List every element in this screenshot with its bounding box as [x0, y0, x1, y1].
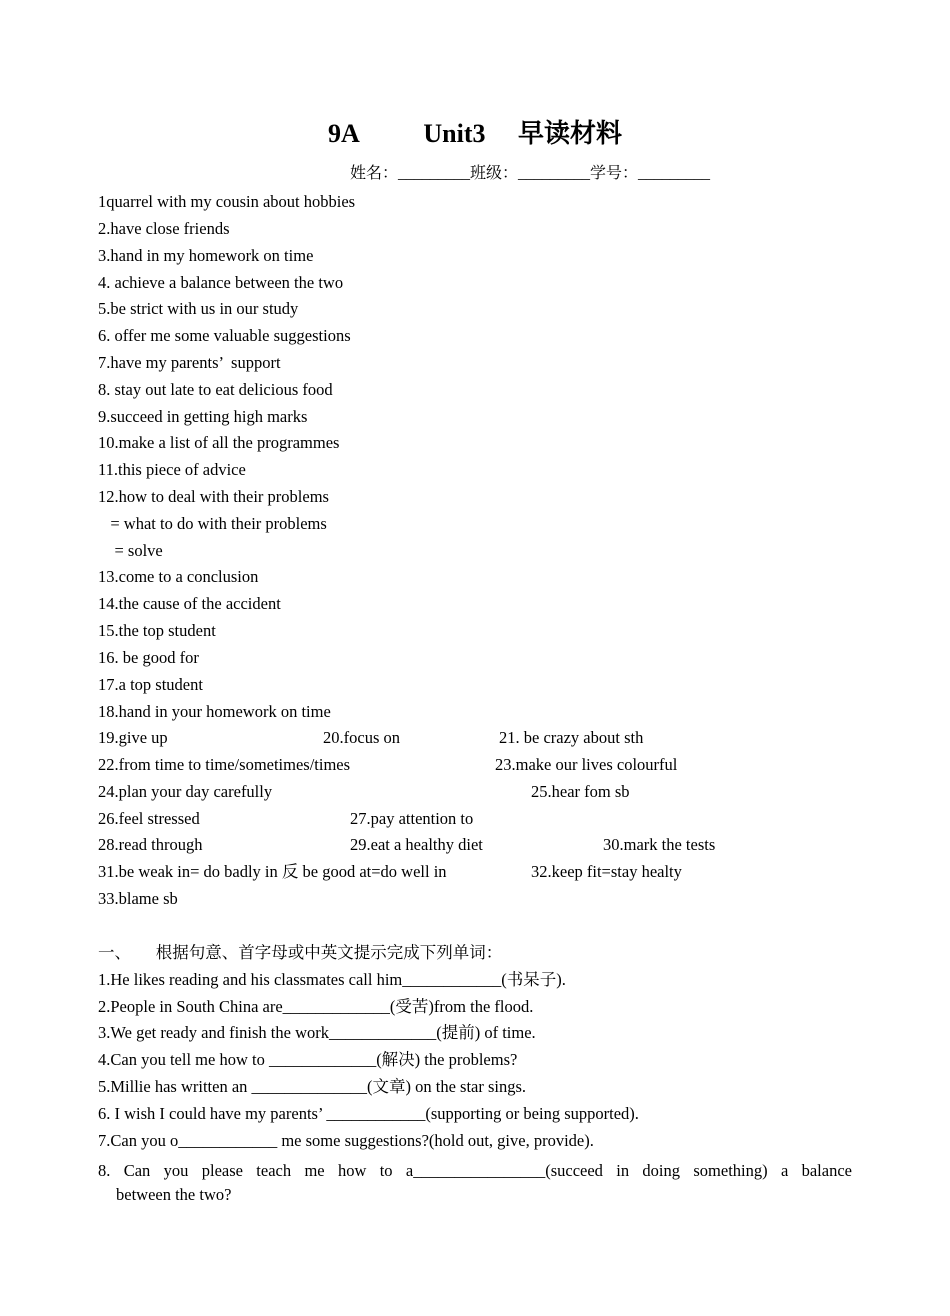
phrase-item: 5.be strict with us in our study: [98, 299, 299, 318]
phrase-item: 24.plan your day carefully: [98, 782, 273, 801]
phrase-item: 22.from time to time/sometimes/times: [98, 755, 351, 774]
phrase-item: 7.have my parents’ support: [98, 353, 281, 372]
phrase-item: 13.come to a conclusion: [98, 567, 259, 586]
phrase-item: 1quarrel with my cousin about hobbies: [98, 192, 356, 211]
phrase-item: 20.focus on: [323, 728, 400, 747]
exercise-item-8: 8. Can you please teach me how to a________________(succeed in doing something) a balance: [98, 1161, 852, 1180]
exercise-item: 5.Millie has written an ______________(文章) on the star sings.: [98, 1077, 527, 1096]
phrase-item: 29.eat a healthy diet: [350, 835, 483, 854]
phrase-item: = solve: [98, 541, 163, 560]
phrase-item: 27.pay attention to: [350, 809, 474, 828]
exercise-item: 4.Can you tell me how to _____________(解决) the problems?: [98, 1050, 518, 1069]
phrase-item: 10.make a list of all the programmes: [98, 433, 340, 452]
phrase-item: 28.read through: [98, 835, 203, 854]
phrase-item: 33.blame sb: [98, 889, 178, 908]
phrase-item: 3.hand in my homework on time: [98, 246, 314, 265]
phrase-item: 30.mark the tests: [603, 835, 716, 854]
page-title: 9A Unit3 早读材料: [328, 119, 622, 148]
exercise-item: 1.He likes reading and his classmates call him____________(书呆子).: [98, 970, 566, 989]
phrase-item: 15.the top student: [98, 621, 216, 640]
phrase-item: 9.succeed in getting high marks: [98, 407, 308, 426]
phrase-item: 2.have close friends: [98, 219, 230, 238]
phrase-item: 31.be weak in= do badly in 反 be good at=do well in: [98, 862, 447, 881]
phrase-item: 8. stay out late to eat delicious food: [98, 380, 333, 399]
phrase-item: 19.give up: [98, 728, 168, 747]
phrase-item: = what to do with their problems: [98, 514, 327, 533]
phrase-item: 26.feel stressed: [98, 809, 200, 828]
phrase-item: 16. be good for: [98, 648, 199, 667]
exercise-item: 7.Can you o____________ me some suggestions?(hold out, give, provide).: [98, 1131, 594, 1150]
exercise-item: 2.People in South China are_____________(受苦)from the flood.: [98, 997, 534, 1016]
phrase-item: 17.a top student: [98, 675, 203, 694]
phrase-item: 6. offer me some valuable suggestions: [98, 326, 351, 345]
phrase-item: 11.this piece of advice: [98, 460, 246, 479]
phrase-item: 25.hear fom sb: [531, 782, 630, 801]
exercise-item: 6. I wish I could have my parents’ ____________(supporting or being supported).: [98, 1104, 639, 1123]
phrase-item: 21. be crazy about sth: [499, 728, 644, 747]
exercise-item-8-continuation: between the two?: [116, 1185, 232, 1204]
phrase-item: 14.the cause of the accident: [98, 594, 281, 613]
exercise-item: 3.We get ready and finish the work_____________(提前) of time.: [98, 1023, 536, 1042]
phrase-item: 18.hand in your homework on time: [98, 702, 331, 721]
phrase-item: 4. achieve a balance between the two: [98, 273, 344, 292]
exercise-heading: 一、 根据句意、首字母或中英文提示完成下列单词：: [98, 943, 503, 962]
student-info-line: 姓名：_________班级：_________学号：_________: [350, 165, 711, 182]
phrase-item: 32.keep fit=stay healty: [531, 862, 682, 881]
phrase-item: 23.make our lives colourful: [495, 755, 678, 774]
phrase-item: 12.how to deal with their problems: [98, 487, 329, 506]
